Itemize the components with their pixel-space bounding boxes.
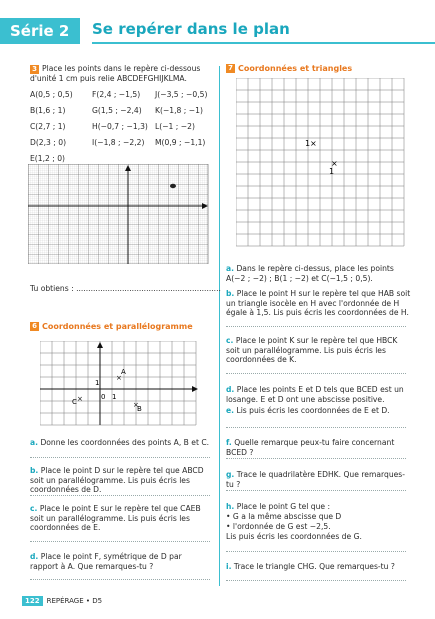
svg-text:×: ×	[133, 401, 139, 409]
answer-line	[226, 551, 406, 552]
serie-badge: Série 2	[0, 18, 80, 44]
svg-text:×: ×	[116, 374, 122, 382]
answer-line	[226, 427, 406, 428]
footer-label: REPÉRAGE • D5	[46, 597, 103, 605]
svg-text:A: A	[121, 368, 126, 376]
svg-text:0: 0	[101, 393, 106, 401]
ex1-millimetre-grid	[28, 164, 210, 264]
header-rule	[92, 42, 435, 44]
page-number: 122	[22, 596, 43, 606]
svg-text:C: C	[72, 398, 77, 406]
ex2-question-a: a. Donne les coordonnées des points A, B et C.	[30, 438, 210, 447]
answer-line	[30, 541, 210, 542]
point-coord: M(0,9 ; −1,1)	[155, 138, 206, 147]
svg-text:1: 1	[112, 393, 117, 401]
answer-line	[226, 373, 406, 374]
ex3-question-d: d. Place les points E et D tels que BCED est un losange. E et D ont une abscisse positive.	[226, 385, 404, 404]
point-coord: D(2,3 ; 0)	[30, 138, 67, 147]
point-coord: F(2,4 ; −1,5)	[92, 90, 141, 99]
point-coord: H(−0,7 ; −1,3)	[92, 122, 148, 131]
point-coord: J(−3,5 ; −0,5)	[155, 90, 208, 99]
ex3-question-h: h. Place le point G tel que :	[226, 502, 331, 511]
grid-marker	[170, 184, 176, 188]
answer-line	[226, 580, 406, 581]
ex3-instruction: Lis puis écris les coordonnées de G.	[226, 532, 362, 541]
point-coord: G(1,5 ; −2,4)	[92, 106, 142, 115]
ex3-question-i: i. Trace le triangle CHG. Que remarques-tu ?	[226, 562, 395, 571]
ex3-bullet: • G a la même abscisse que D	[226, 512, 342, 521]
svg-text:1: 1	[305, 139, 311, 148]
svg-text:B: B	[137, 405, 142, 413]
answer-line	[226, 490, 406, 491]
answer-line	[30, 495, 210, 496]
point-coord: C(2,7 ; 1)	[30, 122, 66, 131]
svg-text:×: ×	[310, 139, 317, 148]
ex3-grid	[236, 78, 408, 248]
answer-line	[226, 326, 406, 327]
exercise-number: 3	[30, 65, 39, 74]
exercise-number: 7	[226, 64, 235, 73]
ex2-question-b: b. Place le point D sur le repère tel que ABCD soit un parallélogramme. Lis puis écris les coordonnées de D.	[30, 466, 204, 495]
ex3-question-b: b. Place le point H sur le repère tel que HAB soit un triangle isocèle en H avec l'ordonnée de H égale à 1,5. Lis puis écris les coordonnées de H.	[226, 289, 411, 318]
page-footer	[22, 596, 102, 606]
column-separator	[219, 66, 220, 586]
answer-line	[226, 458, 406, 459]
ex3-question-f: f. Quelle remarque peux-tu faire concernant BCED ?	[226, 438, 395, 457]
ex2-question-d: d. Place le point F, symétrique de D par rapport à A. Que remarques-tu ?	[30, 552, 182, 571]
svg-text:×: ×	[77, 395, 83, 403]
ex3-question-g: g. Trace le quadrilatère EDHK. Que remarques-tu ?	[226, 470, 406, 489]
svg-text:×: ×	[331, 159, 338, 168]
point-coord: A(0,5 ; 0,5)	[30, 90, 73, 99]
ex3-question-e: e. Lis puis écris les coordonnées de E et D.	[226, 406, 390, 415]
exercise-number: 6	[30, 322, 39, 331]
svg-text:1: 1	[95, 379, 100, 387]
point-coord: E(1,2 ; 0)	[30, 154, 66, 163]
ex2-question-c: c. Place le point E sur le repère tel que CAEB soit un parallélogramme. Lis puis écris les coordonnées de E.	[30, 504, 201, 533]
ex3-title: 7 Coordonnées et triangles	[226, 64, 352, 73]
ex2-grid	[40, 341, 200, 429]
ex3-question-c: c. Place le point K sur le repère tel que HBCK soit un parallélogramme. Lis puis écris les coordonnées de K.	[226, 336, 398, 365]
page-title: Se repérer dans le plan	[92, 20, 290, 38]
svg-text:1: 1	[329, 167, 335, 176]
ex3-bullet: • l'ordonnée de G est −2,5.	[226, 522, 331, 531]
answer-line	[30, 457, 210, 458]
point-coord: K(−1,8 ; −1)	[155, 106, 203, 115]
ex3-question-a: a. Dans le repère ci-dessus, place les points A(−2 ; −2) ; B(1 ; −2) et C(−1,5 ; 0,5).	[226, 264, 394, 283]
point-coord: B(1,6 ; 1)	[30, 106, 66, 115]
page-header	[0, 18, 435, 44]
ex1-instruction: 3 Place les points dans le repère ci-dessous d'unité 1 cm puis relie ABCDEFGHIJKLMA.	[30, 64, 201, 83]
point-coord: L(−1 ; −2)	[155, 122, 195, 131]
ex1-result-line: Tu obtiens : ............................................................	[30, 284, 221, 293]
answer-line	[30, 579, 210, 580]
ex2-title: 6 Coordonnées et parallélogramme	[30, 322, 193, 331]
point-coord: I(−1,8 ; −2,2)	[92, 138, 145, 147]
